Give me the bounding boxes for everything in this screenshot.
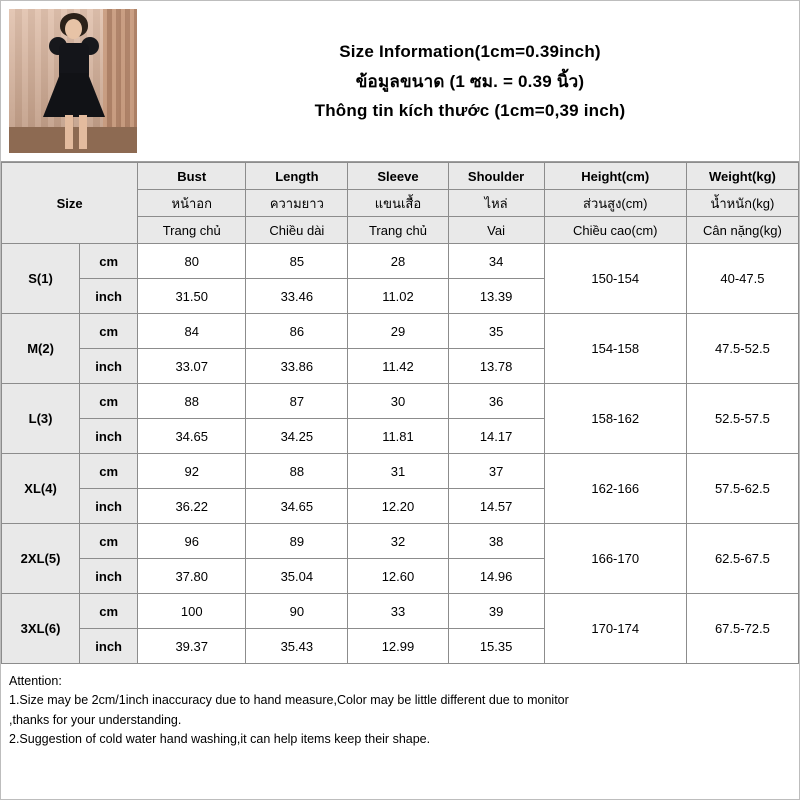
cell-sleeve-cm: 29	[348, 314, 448, 349]
cell-sleeve-cm: 30	[348, 384, 448, 419]
unit-cm: cm	[80, 594, 138, 629]
cell-length-cm: 86	[246, 314, 348, 349]
title-line-vi: Thông tin kích thước (1cm=0,39 inch)	[314, 100, 626, 120]
cell-length-cm: 88	[246, 454, 348, 489]
unit-inch: inch	[80, 419, 138, 454]
cell-weight: 62.5-67.5	[686, 524, 798, 594]
col-header-height-th: ส่วนสูง(cm)	[544, 190, 686, 217]
table-row	[2, 594, 799, 629]
unit-cm: cm	[80, 244, 138, 279]
col-header-sleeve-en: Sleeve	[348, 163, 448, 190]
row-size-label: 3XL(6)	[2, 594, 80, 664]
row-size-label: S(1)	[2, 244, 80, 314]
col-header-sleeve-th: แขนเสื้อ	[348, 190, 448, 217]
cell-bust-cm: 88	[138, 384, 246, 419]
col-header-shoulder-en: Shoulder	[448, 163, 544, 190]
attention-line-1: 1.Size may be 2cm/1inch inaccuracy due to hand measure,Color may be little different due to monitor	[9, 693, 569, 708]
product-photo	[9, 9, 137, 153]
col-header-length-th: ความยาว	[246, 190, 348, 217]
cell-bust-cm: 84	[138, 314, 246, 349]
size-header-cell: Size	[2, 163, 138, 244]
cell-length-inch: 34.65	[246, 489, 348, 524]
cell-shoulder-inch: 14.57	[448, 489, 544, 524]
col-header-weight-vi: Cân nặng(kg)	[686, 217, 798, 244]
unit-cm: cm	[80, 384, 138, 419]
cell-bust-cm: 80	[138, 244, 246, 279]
dress-bodice	[59, 43, 89, 77]
cell-height: 162-166	[544, 454, 686, 524]
cell-sleeve-inch: 12.99	[348, 629, 448, 664]
cell-height: 150-154	[544, 244, 686, 314]
cell-sleeve-cm: 31	[348, 454, 448, 489]
cell-weight: 40-47.5	[686, 244, 798, 314]
cell-shoulder-inch: 14.17	[448, 419, 544, 454]
cell-shoulder-cm: 36	[448, 384, 544, 419]
cell-length-inch: 33.86	[246, 349, 348, 384]
cell-shoulder-inch: 14.96	[448, 559, 544, 594]
col-header-shoulder-vi: Vai	[448, 217, 544, 244]
row-size-label: M(2)	[2, 314, 80, 384]
table-row	[2, 524, 799, 559]
cell-length-cm: 89	[246, 524, 348, 559]
cell-height: 166-170	[544, 524, 686, 594]
cell-weight: 57.5-62.5	[686, 454, 798, 524]
table-header-row-en	[2, 163, 799, 190]
unit-inch: inch	[80, 559, 138, 594]
unit-inch: inch	[80, 349, 138, 384]
cell-weight: 47.5-52.5	[686, 314, 798, 384]
col-header-shoulder-th: ไหล่	[448, 190, 544, 217]
model-leg-left	[65, 115, 73, 149]
photo-floor	[9, 127, 137, 153]
attention-line-2: 2.Suggestion of cold water hand washing,it can help items keep their shape.	[9, 732, 431, 747]
row-size-label: XL(4)	[2, 454, 80, 524]
cell-length-inch: 33.46	[246, 279, 348, 314]
col-header-sleeve-vi: Trang chủ	[348, 217, 448, 244]
title-line-th: ข้อมูลขนาด (1 ซม. = 0.39 นิ้ว)	[355, 71, 585, 91]
table-row	[2, 454, 799, 489]
cell-bust-inch: 31.50	[138, 279, 246, 314]
cell-height: 170-174	[544, 594, 686, 664]
model-leg-right	[79, 115, 87, 149]
cell-bust-inch: 34.65	[138, 419, 246, 454]
cell-shoulder-inch: 13.39	[448, 279, 544, 314]
attention-heading: Attention:	[9, 674, 62, 688]
cell-length-inch: 35.04	[246, 559, 348, 594]
col-header-length-vi: Chiều dài	[246, 217, 348, 244]
cell-height: 154-158	[544, 314, 686, 384]
header	[1, 1, 799, 162]
cell-sleeve-inch: 11.02	[348, 279, 448, 314]
model-head	[65, 19, 82, 39]
attention-notes	[1, 664, 799, 750]
col-header-height-en: Height(cm)	[544, 163, 686, 190]
cell-sleeve-inch: 12.60	[348, 559, 448, 594]
cell-shoulder-cm: 38	[448, 524, 544, 559]
cell-bust-cm: 100	[138, 594, 246, 629]
col-header-weight-en: Weight(kg)	[686, 163, 798, 190]
table-row	[2, 314, 799, 349]
table-row	[2, 384, 799, 419]
unit-inch: inch	[80, 489, 138, 524]
cell-length-cm: 85	[246, 244, 348, 279]
cell-shoulder-cm: 34	[448, 244, 544, 279]
cell-length-cm: 90	[246, 594, 348, 629]
cell-bust-cm: 92	[138, 454, 246, 489]
cell-bust-inch: 33.07	[138, 349, 246, 384]
unit-cm: cm	[80, 454, 138, 489]
row-size-label: L(3)	[2, 384, 80, 454]
cell-sleeve-cm: 33	[348, 594, 448, 629]
cell-length-cm: 87	[246, 384, 348, 419]
cell-sleeve-cm: 28	[348, 244, 448, 279]
cell-shoulder-inch: 15.35	[448, 629, 544, 664]
unit-inch: inch	[80, 629, 138, 664]
col-header-height-vi: Chiều cao(cm)	[544, 217, 686, 244]
cell-sleeve-inch: 11.81	[348, 419, 448, 454]
col-header-bust-en: Bust	[138, 163, 246, 190]
row-size-label: 2XL(5)	[2, 524, 80, 594]
cell-shoulder-cm: 39	[448, 594, 544, 629]
col-header-length-en: Length	[246, 163, 348, 190]
cell-shoulder-cm: 37	[448, 454, 544, 489]
unit-cm: cm	[80, 524, 138, 559]
title-line-en: Size Information(1cm=0.39inch)	[339, 41, 601, 61]
cell-bust-cm: 96	[138, 524, 246, 559]
cell-shoulder-cm: 35	[448, 314, 544, 349]
table-row	[2, 244, 799, 279]
cell-sleeve-inch: 12.20	[348, 489, 448, 524]
col-header-bust-vi: Trang chủ	[138, 217, 246, 244]
cell-length-inch: 35.43	[246, 629, 348, 664]
unit-cm: cm	[80, 314, 138, 349]
cell-sleeve-cm: 32	[348, 524, 448, 559]
title-block	[141, 1, 799, 161]
cell-weight: 67.5-72.5	[686, 594, 798, 664]
cell-bust-inch: 37.80	[138, 559, 246, 594]
attention-line-1-cont: ,thanks for your understanding.	[9, 712, 182, 727]
col-header-bust-th: หน้าอก	[138, 190, 246, 217]
size-table	[1, 162, 799, 664]
cell-height: 158-162	[544, 384, 686, 454]
cell-sleeve-inch: 11.42	[348, 349, 448, 384]
cell-bust-inch: 36.22	[138, 489, 246, 524]
cell-length-inch: 34.25	[246, 419, 348, 454]
col-header-weight-th: น้ำหนัก(kg)	[686, 190, 798, 217]
unit-inch: inch	[80, 279, 138, 314]
cell-bust-inch: 39.37	[138, 629, 246, 664]
cell-weight: 52.5-57.5	[686, 384, 798, 454]
cell-shoulder-inch: 13.78	[448, 349, 544, 384]
